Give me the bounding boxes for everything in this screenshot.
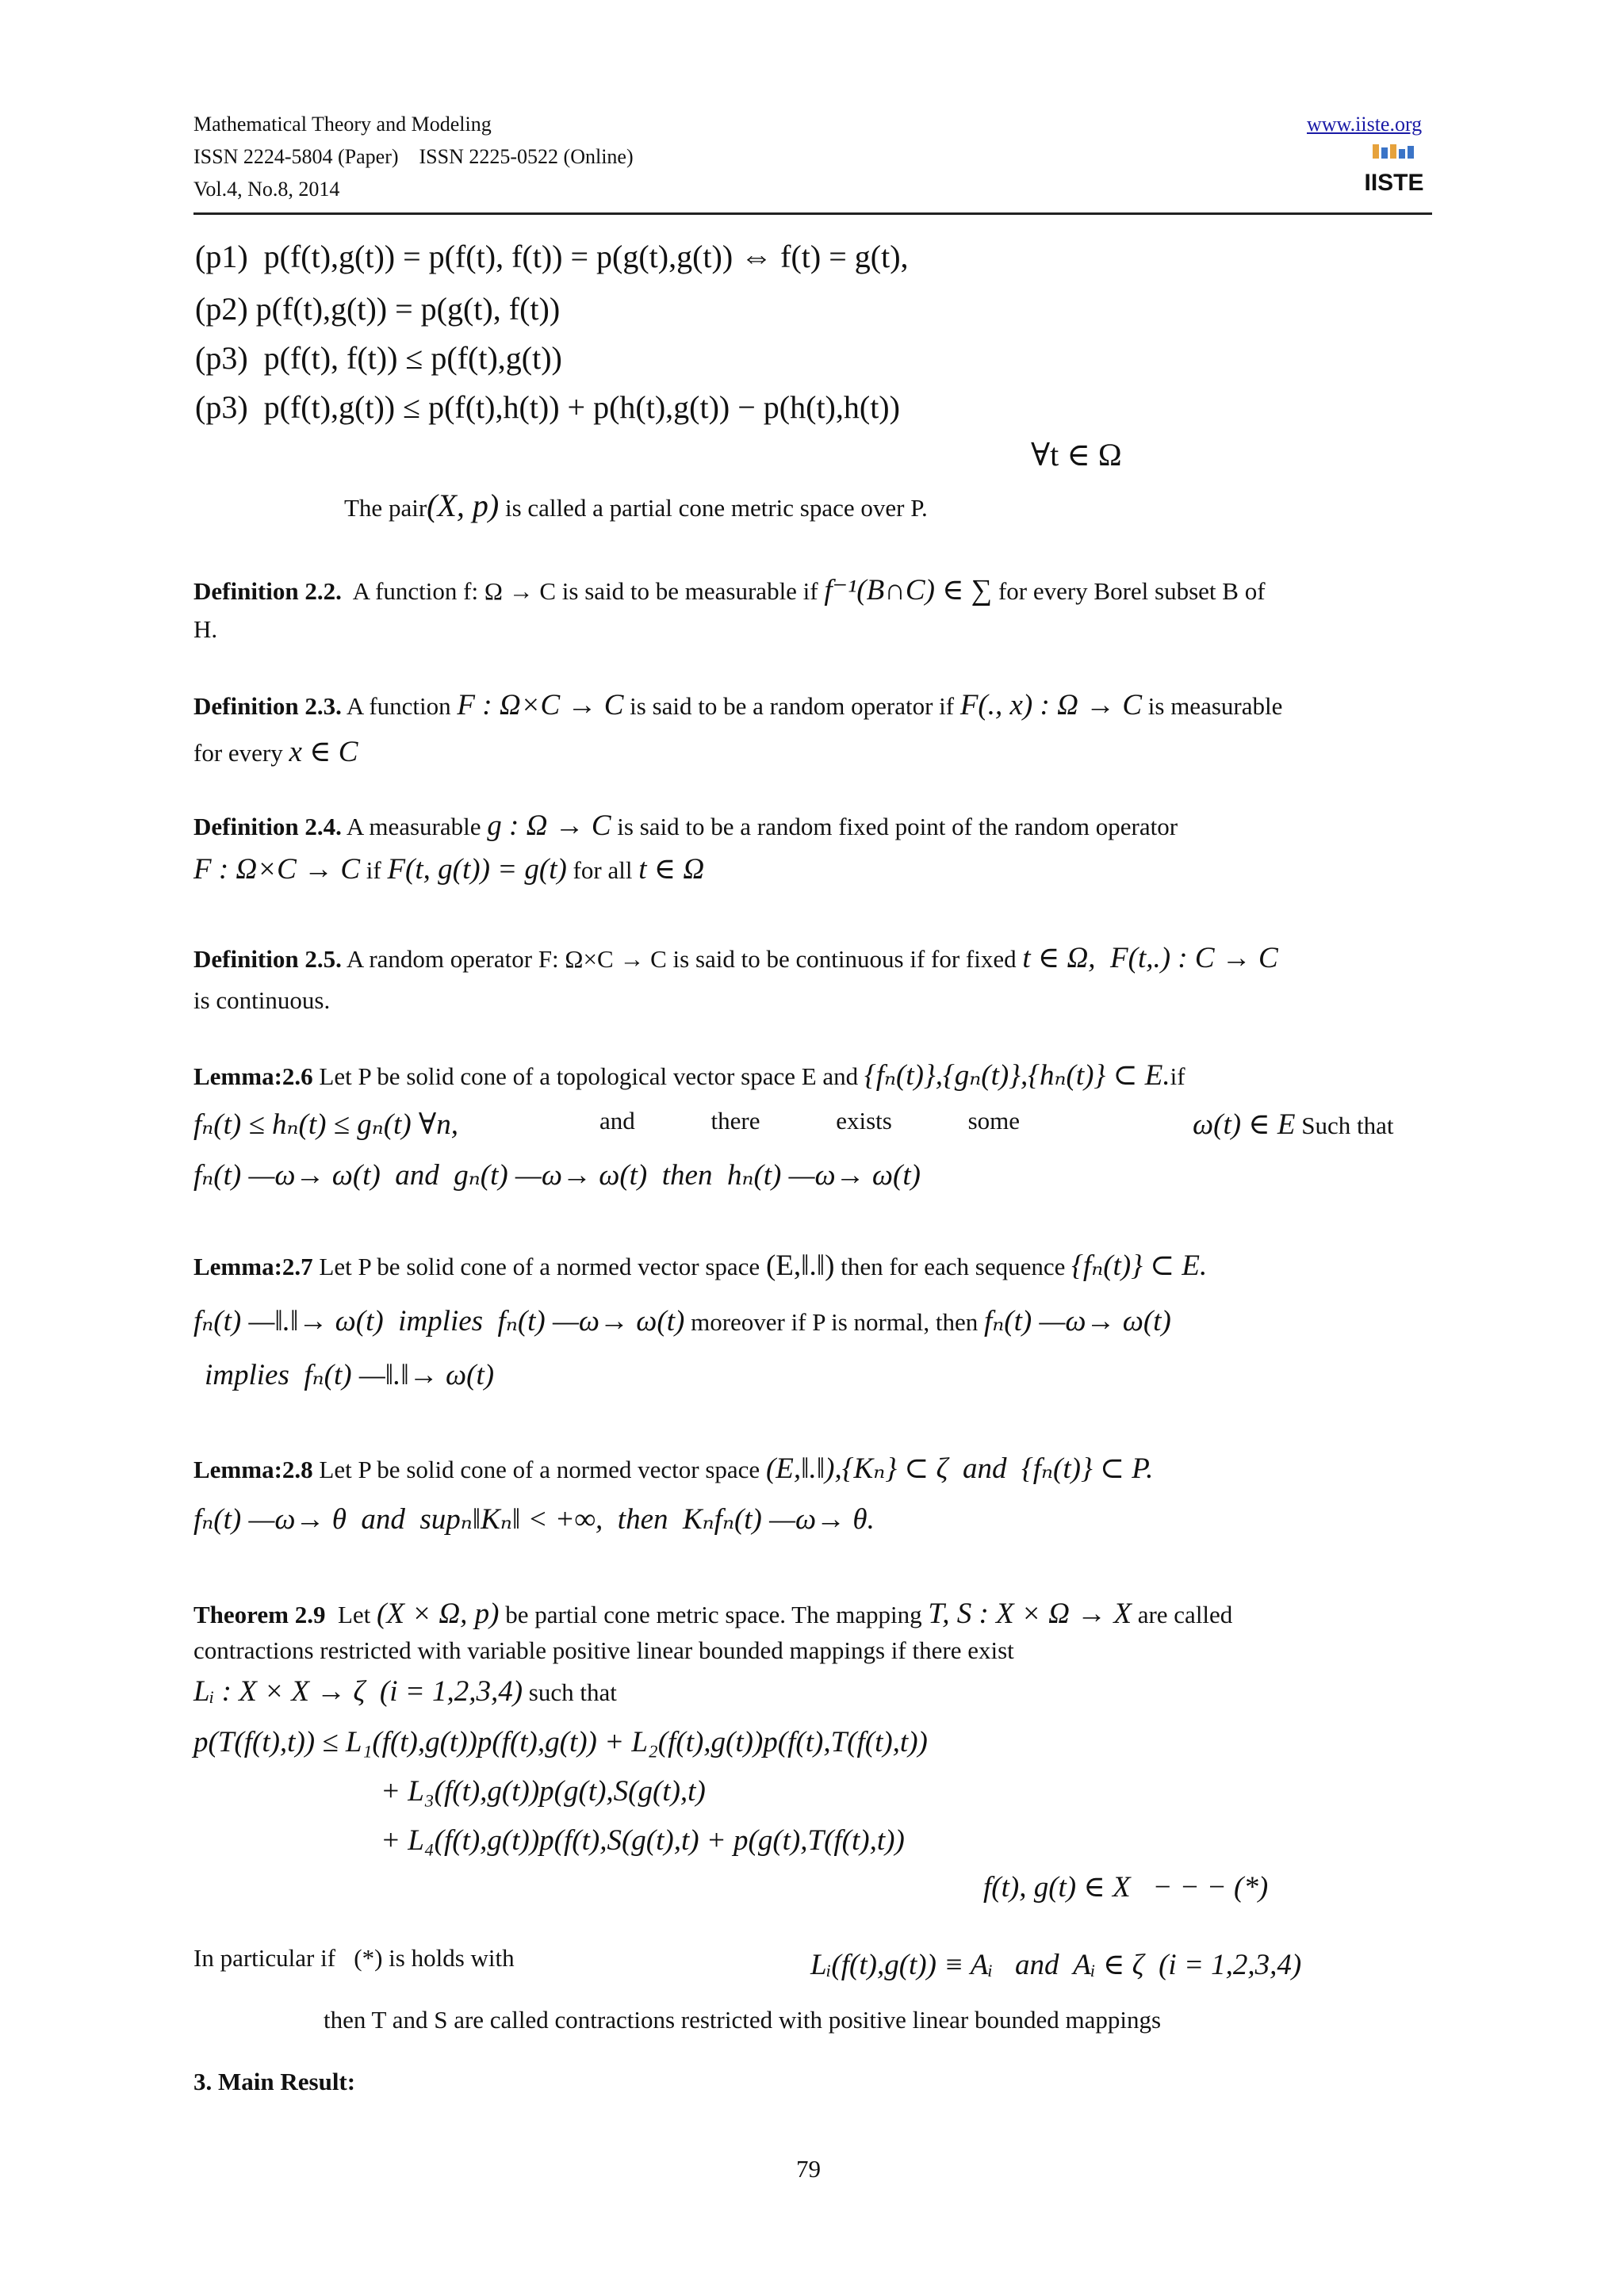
axiom-p2: (p2) p(f(t),g(t)) = p(g(t), f(t)): [195, 291, 561, 327]
page-number: 79: [796, 2155, 821, 2183]
lemma-2-8-line2: fₙ(t) —ω→ θ and supₙ‖Kₙ‖ < +∞, then Kₙfₙ(t) —ω→ θ.: [193, 1503, 875, 1536]
lemma-2-6-line2: fₙ(t) ≤ hₙ(t) ≤ gₙ(t) ∀n, and there exists some ω(t) ∈ E Such that: [193, 1107, 1394, 1141]
pair-sentence: The pair(X, p) is called a partial cone metric space over P.: [344, 488, 928, 523]
theorem-2-9-line2: contractions restricted with variable positive linear bounded mappings if there exist: [193, 1636, 1014, 1664]
lemma-2-7-line3: implies fₙ(t) —‖.‖→ ω(t): [205, 1359, 495, 1391]
lemma-2-7: Lemma:2.7 Let P be solid cone of a normed vector space (E,‖.‖) then for each sequence {fₙ(t)} ⊂ E.: [193, 1249, 1208, 1282]
definition-2-2-line2: H.: [193, 615, 218, 643]
definition-2-3: Definition 2.3. A function F : Ω×C → C is said to be a random operator if F(., x) : Ω → C is measurable: [193, 689, 1283, 721]
definition-2-5-line2: is continuous.: [193, 986, 331, 1014]
lemma-2-6-line3: fₙ(t) —ω→ ω(t) and gₙ(t) —ω→ ω(t) then hₙ(t) —ω→ ω(t): [193, 1159, 921, 1192]
issn-line: ISSN 2224-5804 (Paper) ISSN 2225-0522 (Online): [193, 145, 634, 168]
journal-title: Mathematical Theory and Modeling: [193, 113, 492, 136]
lemma-2-7-line2: fₙ(t) —‖.‖→ ω(t) implies fₙ(t) —ω→ ω(t) moreover if P is normal, then fₙ(t) —ω→ ω(t): [193, 1305, 1171, 1337]
header-rule: [193, 212, 1432, 215]
definition-2-5: Definition 2.5. A random operator F: Ω×C → C is said to be continuous if for fixed t ∈ Ω, F(t,.) : C → C: [193, 942, 1278, 974]
lemma-2-6: Lemma:2.6 Let P be solid cone of a topological vector space E and {fₙ(t)},{gₙ(t)},{hₙ(t)} ⊂ E.if: [193, 1059, 1185, 1092]
journal-url-link[interactable]: www.iiste.org: [1307, 113, 1423, 136]
axiom-p3: (p3) p(f(t), f(t)) ≤ p(f(t),g(t)): [195, 340, 562, 376]
section-heading: 3. Main Result:: [193, 2068, 356, 2095]
particular-math: Lᵢ(f(t),g(t)) ≡ Aᵢ and Aᵢ ∈ ζ (i = 1,2,3,4): [810, 1949, 1302, 1981]
logo-text: IISTE: [1364, 170, 1424, 196]
axiom-forall: ∀t ∈ Ω: [1031, 437, 1122, 473]
particular-line2: then T and S are called contractions restricted with positive linear bounded mappings: [324, 2006, 1162, 2034]
definition-2-3-line2: for every x ∈ C: [193, 736, 358, 768]
definition-2-2: Definition 2.2. A function f: Ω → C is said to be measurable if f⁻¹(B∩C) ∈ ∑ for every Borel subset B of: [193, 574, 1266, 607]
lemma-2-8: Lemma:2.8 Let P be solid cone of a normed vector space (E,‖.‖),{Kₙ} ⊂ ζ and {fₙ(t)} ⊂ P.: [193, 1452, 1154, 1485]
theorem-2-9-line3: Lᵢ : X × X → ζ (i = 1,2,3,4) such that: [193, 1675, 617, 1708]
axiom-p4: (p3) p(f(t),g(t)) ≤ p(f(t),h(t)) + p(h(t),g(t)) − p(h(t),h(t)): [195, 389, 900, 425]
definition-2-4: Definition 2.4. A measurable g : Ω → C is said to be a random fixed point of the random operator: [193, 809, 1178, 842]
volume-line: Vol.4, No.8, 2014: [193, 178, 340, 201]
theorem-2-9: Theorem 2.9 Let (X × Ω, p) be partial cone metric space. The mapping T, S : X × Ω → X are called: [193, 1598, 1233, 1630]
theorem-eq-line1: p(T(f(t),t)) ≤ L₁(f(t),g(t))p(f(t),g(t)) + L₂(f(t),g(t))p(f(t),T(f(t),t)): [193, 1726, 928, 1758]
iiste-logo: [1364, 143, 1424, 206]
axiom-p1: (p1) p(f(t),g(t)) = p(f(t), f(t)) = p(g(t),g(t)) ⇔ f(t) = g(t),: [195, 239, 909, 274]
theorem-eq-line2: + L₃(f(t),g(t))p(g(t),S(g(t),t): [381, 1775, 706, 1808]
particular-line1: In particular if (*) is holds with: [193, 1944, 515, 1972]
definition-2-4-line2: F : Ω×C → C if F(t, g(t)) = g(t) for all t ∈ Ω: [193, 853, 705, 886]
theorem-eq-line4: f(t), g(t) ∈ X − − − (*): [983, 1871, 1269, 1904]
theorem-eq-line3: + L₄(f(t),g(t))p(f(t),S(g(t),t) + p(g(t),T(f(t),t)): [381, 1824, 905, 1857]
